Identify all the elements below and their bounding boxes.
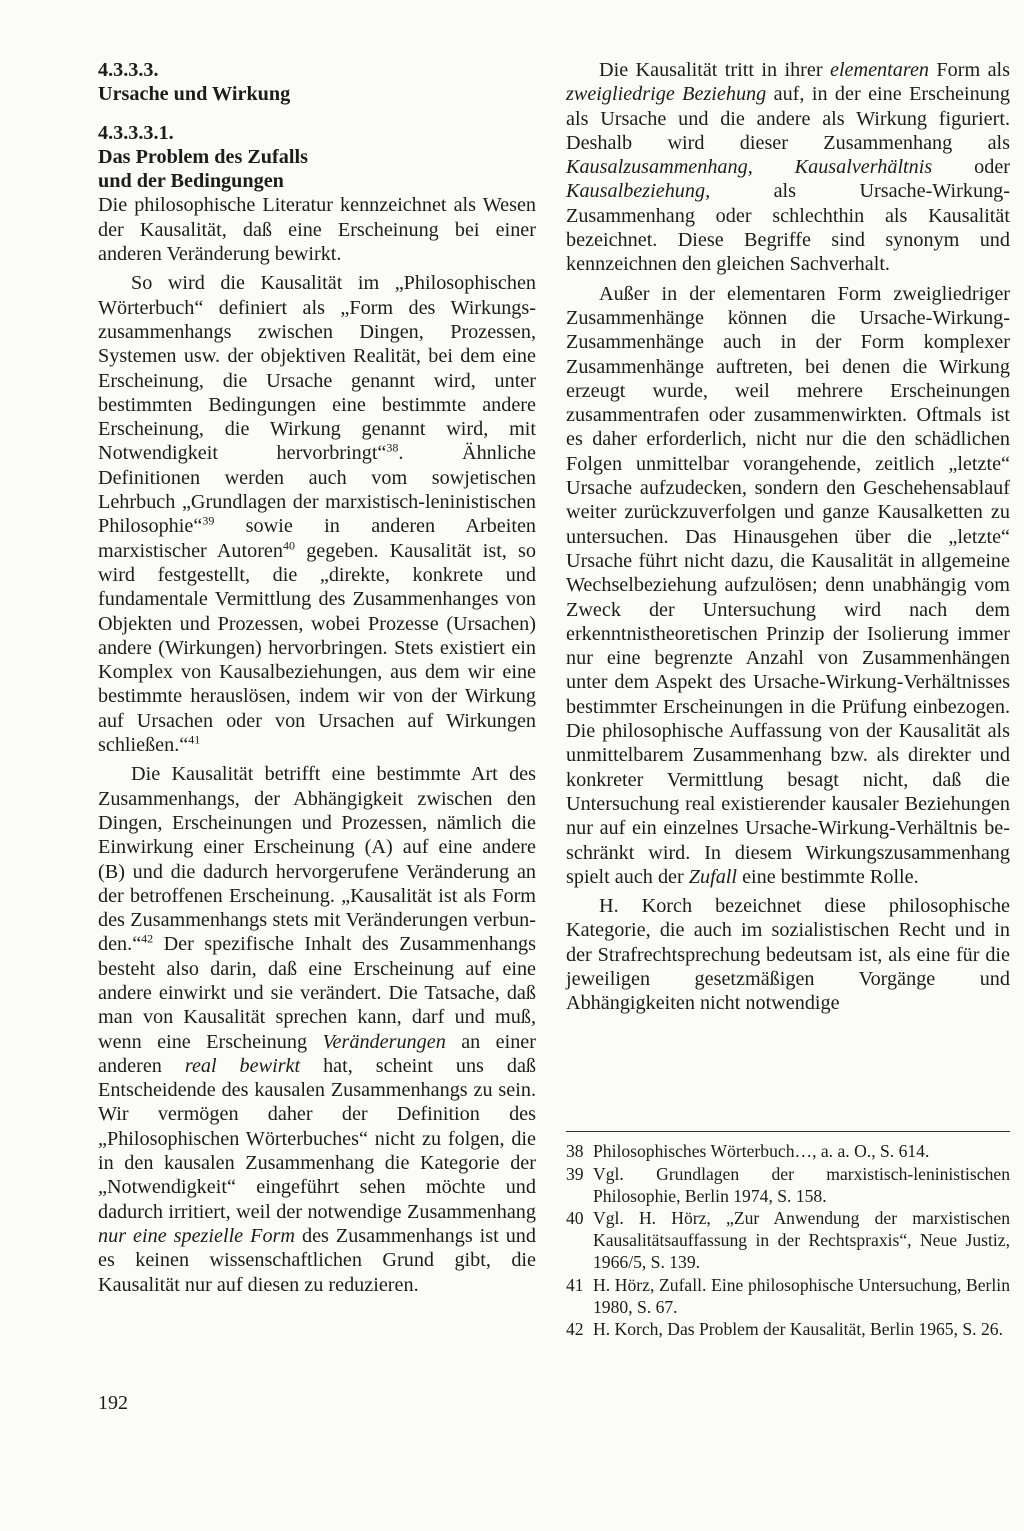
- footnote-number: 38: [566, 1141, 584, 1161]
- footnote-ref: 40: [283, 537, 295, 552]
- footnote-ref: 39: [202, 513, 215, 528]
- paragraph: So wird die Kausalität im „Philosophischen Wörterbuch“ definiert als „Form des Wirkungszusammenhangs zwischen Dingen, Prozessen, Systemen usw. der objektiven Realität, bei dem eine Erscheinung, die Ursache genannt wird, unter bestimmten Bedingungen eine bestimmte andere Erscheinung, die Wirkung genannt wird, mit Notwendigkeit hervorbringt“$^{38}$. Ähnliche Definitionen werden auch vom sowjetischen Lehrbuch „Grundlagen der marxistisch-leninistischen Philosophie“$^{39}$ sowie in anderen Arbeiten marxistischer Autoren$^{40}$ gegeben. Kausalität ist, so wird festgestellt, die „direkte, konkrete und fundamentale Vermittlung des Zusammenhanges von Objekten und Prozessen, wobei Prozesse (Ursachen) andere (Wirkungen) hervorbringen. Stets existiert ein Komplex von Kausalbeziehungen, aus dem wir eine bestimmte herauslösen, indem wir von der Wirkung auf Ursachen oder von Ursachen auf Wirkungen schließen.“$^{41}$: [98, 272, 537, 757]
- paragraph: H. Korch bezeichnet diese philosophische Kategorie, die auch im sozialistischen Recht und in der Strafrechtsprechung bedeutsam ist, als eine für die jeweiligen gesetzmäßigen Vorgänge und Abhängigkeiten nicht notwendige: [566, 895, 1010, 1015]
- emphasis: Kausalbeziehung,: [566, 180, 711, 203]
- footnote: 38 Philosophisches Wörterbuch…, a. a. O., S. 614.: [566, 1141, 930, 1161]
- footnote: 41 H. Hörz, Zufall. Eine philosophische Untersuchung, Berlin 1980, S. 67.: [566, 1274, 1010, 1317]
- page-number: 192: [98, 1392, 128, 1414]
- emphasis: real bewirkt: [184, 1054, 301, 1077]
- footnote-divider: [566, 1131, 1010, 1132]
- footnote: 40 Vgl. H. Hörz, „Zur Anwendung der marxistischen Kausalitätsauffassung in der Rechtspraxis“, Neue Justiz, 1966/5, S. 139.: [566, 1208, 1010, 1272]
- footnote-number: 40: [566, 1208, 584, 1229]
- footnote-number: 42: [566, 1319, 584, 1340]
- footnote: 39 Vgl. Grundlagen der marxistisch-leninistischen Philosophie, Berlin 1974, S. 158.: [566, 1163, 1010, 1206]
- emphasis: nur eine spezielle Form: [98, 1224, 295, 1247]
- emphasis: Zufall: [688, 865, 738, 888]
- left-column: [98, 58, 536, 1297]
- subsection-number: 4.3.3.3.1.: [98, 121, 174, 144]
- section-number: 4.3.3.3.: [98, 59, 159, 81]
- paragraph: Die Kausalität tritt in ihrer elementaren Form als zweigliedrige Beziehung auf, in der eine Erscheinung als Ursache und die andere als Wirkung figuriert. Deshalb wird dieser Zusammenhang als Kausalzusammenhang, Kausalverhältnis oder Kausalbeziehung, als Ursache-Wirkung-Zusammenhang oder schlechthin als Kausalität bezeichnet. Diese Begriffe sind synonym und kennzeichnen den gleichen Sachverhalt.: [566, 59, 1010, 276]
- emphasis: zweigliedrige Beziehung: [566, 83, 767, 106]
- section-title: Ursache und Wirkung: [98, 83, 291, 106]
- footnote-ref: 38: [386, 440, 399, 455]
- emphasis: Veränderungen: [322, 1030, 446, 1053]
- right-column: [566, 58, 1010, 1016]
- footnotes: [566, 1141, 1010, 1342]
- footnote-number: 39: [566, 1163, 584, 1184]
- footnote-number: 41: [566, 1274, 584, 1295]
- footnote-ref: 42: [141, 931, 154, 946]
- footnote-ref: 41: [188, 732, 201, 747]
- footnote: 42 H. Korch, Das Problem der Kausalität, Berlin 1965, S. 26.: [566, 1319, 1003, 1340]
- emphasis: Kausalzusammenhang, Kausalverhältnis: [566, 156, 933, 179]
- subsection-title-line-2: und der Bedingungen: [98, 170, 284, 193]
- subsection-title-line-1: Das Problem des Zufalls: [98, 145, 308, 168]
- paragraph: Außer in der elementaren Form zweigliedriger Zusammenhänge können die Ursache-Wirkung-Zusammenhänge auch in der Form komplexer Zusammenhänge auftreten, bei denen die Wirkung erzeugt wurde, weil mehrere Erscheinungen zusammentrafen oder zusammenwirkten. Oftmals ist es daher erforderlich, nicht nur die den schädlichen Folgen unmittelbar vorangehende, zeitlich „letzte“ Ursache aufzudecken, sondern den Geschehensablauf weiter zurückzuverfolgen und ganze Kausalketten zu untersuchen. Das Hinausgehen über die „letzte“ Ursache führt nicht dazu, die Kausalität in allgemeine Wechselbeziehung aufzulösen; denn unabhängig vom Zweck der Untersuchung wird nach dem erkenntnistheoretischen Prinzip der Isolierung immer nur eine begrenzte Anzahl von Zusammenhängen unter dem Aspekt des Ursache-Wirkung-Verhältnisses bestimmter Erscheinungen in die Prüfung einbezogen. Die philosophische Auffassung von der Kausalität als unmittelbarem Zusammenhang bzw. als direkter und konkreter Vermittlung besagt nicht, daß die Untersuchung real existierender kausaler Beziehungen nur auf ein einzelnes Ursache-Wirkung-Verhältnis beschränkt wird. In diesem Wirkungszusammenhang spielt auch der Zufall eine bestimmte Rolle.: [566, 282, 1010, 888]
- emphasis: elementaren: [829, 59, 930, 81]
- paragraph: Die Kausalität betrifft eine bestimmte Art des Zusammenhangs, der Abhängigkeit zwischen den Dingen, Erscheinungen und Prozessen, nämlich die Einwirkung einer Erscheinung (A) auf eine andere (B) und die dadurch hervorgerufene Veränderung an der betroffenen Erscheinung. „Kausalität ist als Form des Zusammenhangs stets mit Veränderungen verbunden.“$^{42}$ Der spezifische Inhalt des Zusammenhangs besteht also darin, daß eine Erscheinung auf eine andere einwirkt und sie verändert. Die Tatsache, daß man von Kausalität sprechen kann, darf und muß, wenn eine Erscheinung Veränderungen an einer anderen real bewirkt hat, scheint uns daß Entscheidende des kausalen Zusammenhangs zu sein. Wir vermögen daher der Definition des „Philosophischen Wörterbuches“ nicht zu folgen, die in den kausalen Zusammenhang die Kategorie der „Notwendigkeit“ eingeführt sehen möchte und dadurch irritiert, weil der notwendige Zusammenhang nur eine spezielle Form des Zusammenhangs ist und es keinen wissenschaftlichen Grund gibt, die Kausalität nur auf diesen zu reduzieren.: [98, 763, 536, 1296]
- paragraph: Die philosophische Literatur kennzeichnet als Wesen der Kausalität, daß eine Erscheinung bei einer anderen Veränderung bewirkt.: [98, 194, 536, 266]
